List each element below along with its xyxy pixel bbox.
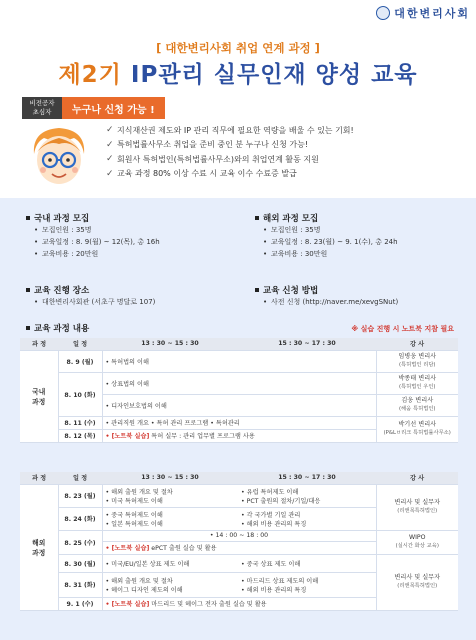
laptop-lab-tag: • [노트북 실습] <box>105 433 150 440</box>
check-icon: ✓ <box>106 125 114 136</box>
table-row: 8. 25 (수) • 14 : 00 ~ 18 : 00 WIPO (실시간 화상 교육) <box>20 530 458 541</box>
bullet-square-icon <box>255 288 259 292</box>
banner-tag <box>22 97 62 119</box>
domestic-section: 국내 과정 모집 • 모집인원 : 35명 • 교육일정 : 8. 9(월) ~ 12(목), 총 16h • 교육비용 : 20만원 <box>26 212 160 260</box>
check-icon: ✓ <box>106 139 114 150</box>
section-title: 교육 과정 내용 <box>34 324 90 334</box>
table-row: 국내 과정 8. 9 (월) • 특허법의 이해 임병웅 변리사 (특허법인 리담) <box>20 350 458 372</box>
section-title: 교육 신청 방법 <box>263 286 319 296</box>
laptop-lab-tag: • [노트북 실습] <box>105 601 150 608</box>
apply-section: 교육 신청 방법 • 사전 신청 (http://naver.me/xevgSNut) <box>255 284 398 308</box>
table-row: • 디자인보호법의 이해 김웅 변리사 (해움 특허법인) <box>20 394 458 416</box>
content-section <box>26 322 89 334</box>
org-seal-icon <box>376 6 390 20</box>
apply-link[interactable]: 사전 신청 (http://naver.me/xevgSNut) <box>271 298 399 306</box>
highlight-item: ✓ 특허법률사무소 취업을 준비 중인 분 누구나 신청 가능! <box>106 139 309 150</box>
table-row: 8. 11 (수) • 관리직원 개요 • 특허 관리 프로그램 • 특허관리 박기선 변리사 (P&Lㅂ리크 특허법률사무소) <box>20 416 458 429</box>
highlight-item: ✓ 교육 과정 80% 이상 수료 시 교육 이수 수료증 발급 <box>106 168 297 179</box>
laptop-note: ※ 실습 진행 시 노트북 지참 필요 <box>351 325 454 333</box>
eligibility-banner <box>22 97 165 119</box>
banner-text: 누구나 신청 가능 ! <box>62 97 165 119</box>
highlight-list <box>106 123 466 181</box>
table-row: 8. 12 (목) • [노트북 실습] 특허 실무 : 관리 업무별 프로그램 사용 <box>20 429 458 442</box>
banner-tag-line2: 초심자 <box>32 108 52 116</box>
table-row: 해외 과정 8. 23 (월) • 해외 출원 개요 및 절차 • 미국 특허제도 이해 • 유럽 특허제도 이해 • PCT 출원의 절차/기일/대응 변리사 및 실무자 (리앤목특허법인) <box>20 484 458 507</box>
highlight-item: ✓ 회원사 특허법인(특허법률사무소)와의 취업연계 활동 지원 <box>106 154 319 165</box>
category-cell: 국내 과정 <box>20 350 58 442</box>
category-cell: 해외 과정 <box>20 484 58 610</box>
table-row: 8. 24 (화) • 중국 특허제도 이해 • 일본 특허제도 이해 • 각 국가별 기일 관리 • 해외 비용 관리의 특징 <box>20 507 458 530</box>
org-name: 대한변리사회 <box>394 7 470 20</box>
overseas-schedule-table <box>20 472 458 611</box>
overseas-section: 해외 과정 모집 • 모집인원 : 35명 • 교육일정 : 8. 23(월) ~ 9. 1(수), 총 24h • 교육비용 : 30만원 <box>255 212 398 260</box>
page-subtitle: [ 대한변리사회 취업 연계 과정 ] <box>156 41 320 55</box>
org-logo <box>376 4 470 22</box>
table-header-row: 과 정 일 정 13 : 30 ~ 15 : 30 15 : 30 ~ 17 : 30 강 사 <box>20 472 458 484</box>
venue-section: 교육 진행 장소 • 대한변리사회관 (서초구 명달로 107) <box>26 284 155 308</box>
page-title <box>0 56 476 89</box>
student-illustration-icon <box>28 124 90 192</box>
section-title: 해외 과정 모집 <box>263 214 319 224</box>
check-icon: ✓ <box>106 154 114 165</box>
bullet-square-icon <box>26 288 30 292</box>
highlight-item: ✓ 지식재산권 제도와 IP 관리 직무에 필요한 역량을 배울 수 있는 기회! <box>106 125 354 136</box>
title-generation: 제2기 <box>58 62 122 88</box>
section-title: 교육 진행 장소 <box>34 286 90 296</box>
laptop-lab-tag: • [노트북 실습] <box>105 545 150 552</box>
title-text: IP관리 실무인재 양성 교육 <box>121 62 418 88</box>
table-row: 8. 10 (화) • 상표법의 이해 박종태 변리사 (특허법인 우인) <box>20 372 458 394</box>
bullet-square-icon <box>26 216 30 220</box>
banner-tag-line1: 비전공자 <box>29 99 55 107</box>
section-title: 국내 과정 모집 <box>34 214 90 224</box>
check-icon: ✓ <box>106 168 114 179</box>
table-row: 8. 30 (월) • 미국/EU/일본 상표 제도 이해 • 중국 상표 제도 이해 변리사 및 실무자 (리앤목특허법인) <box>20 554 458 572</box>
table-row: 9. 1 (수) • [노트북 실습] 마드리드 및 헤이그 전자 출원 실습 및 활용 <box>20 597 458 610</box>
bullet-square-icon <box>255 216 259 220</box>
table-row: • [노트북 실습] ePCT 출원 실습 및 활용 <box>20 541 458 554</box>
domestic-schedule-table <box>20 338 458 443</box>
table-row: 8. 31 (화) • 해외 출원 개요 및 절차 • 헤이그 디자인 제도의 이해 • 마드리드 상표 제도의 이해 • 해외 비용 관리의 특징 <box>20 572 458 597</box>
table-header-row: 과 정 일 정 13 : 30 ~ 15 : 30 15 : 30 ~ 17 : 30 강 사 <box>20 338 458 350</box>
bullet-square-icon <box>26 326 30 330</box>
